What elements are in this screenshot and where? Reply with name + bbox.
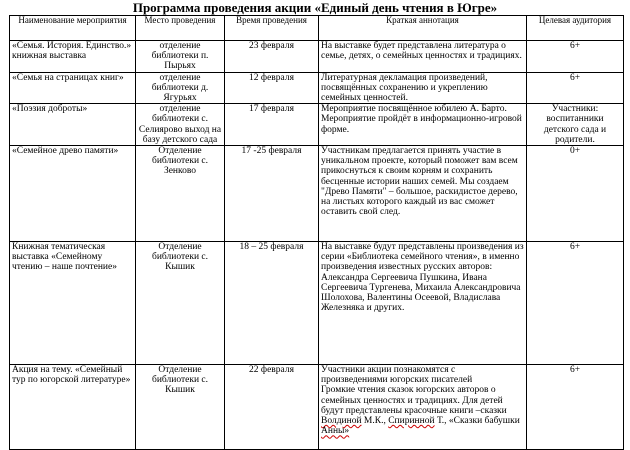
- event-audience: 6+: [527, 41, 624, 73]
- event-place: Отделение библиотеки с. Кышик: [136, 242, 225, 365]
- note-part: М.К.,: [363, 416, 386, 427]
- note-part: Т.,: [436, 416, 447, 427]
- event-place: отделение библиотеки п. Пырьях: [136, 41, 225, 73]
- event-name: Книжная тематическая выставка «Семейному чтению – наше почтение»: [10, 242, 136, 365]
- note-part: Участники акции познакомятся с произведениями югорских писателей: [321, 365, 473, 386]
- event-place: отделение библиотеки д. Ягурьях: [136, 72, 225, 104]
- table-row: [10, 365, 624, 450]
- table-row: [10, 242, 624, 365]
- event-place: Отделение библиотеки с. Зенково: [136, 146, 225, 242]
- author-name: Спиринной: [388, 416, 435, 427]
- event-date: 17 -25 февраля: [225, 146, 319, 242]
- event-note: Мероприятие посвящённое юбилею А. Барто. Мероприятие пройдёт в информационно-игровой форме.: [319, 104, 527, 146]
- event-note: На выставке будет представлена литература о семье, детях, о семейных ценностях и традициях.: [319, 41, 527, 73]
- event-name: «Семья на страницах книг»: [10, 72, 136, 104]
- event-date: 12 февраля: [225, 72, 319, 104]
- event-name: Акция на тему. «Семейный тур по югорской литературе»: [10, 365, 136, 450]
- event-date: 22 февраля: [225, 365, 319, 450]
- event-note: Участникам предлагается принять участие в уникальном проекте, который поможет вам всем прикоснуться к своим корням и сохранить бесценные истории наших семей. Мы создаем "Древо Памяти" – большое, раскидистое дерево, на листьях которого каждый из вас сможет оставить свой след.: [319, 146, 527, 242]
- header-name: Наименование мероприятия: [10, 16, 136, 41]
- event-name: «Поэзия доброты»: [10, 104, 136, 146]
- event-audience: 0+: [527, 146, 624, 242]
- table-row: [10, 146, 624, 242]
- event-date: 18 – 25 февраля: [225, 242, 319, 365]
- event-note: На выставке будут представлены произведения из серии «Библиотека семейного чтения», в именно произведения известных русских авторов: Александра Сергеевича Пушкина, Ивана Сергеевича Тургенева, Михаила Александровича Шолохова, Валентины Осеевой, Владислава Железняка и других.: [319, 242, 527, 365]
- author-name: Анны»: [321, 426, 350, 437]
- event-audience: Участники: воспитанники детского сада и родители.: [527, 104, 624, 146]
- event-name: «Семейное древо памяти»: [10, 146, 136, 242]
- note-part: Громкие чтения сказок югорских авторов о семейных ценностях и традициях. Для детей будут представлены красочные книги –сказки: [321, 385, 507, 416]
- event-note: [319, 365, 527, 450]
- event-audience: 6+: [527, 242, 624, 365]
- table-row: [10, 41, 624, 73]
- event-date: 23 февраля: [225, 41, 319, 73]
- event-note: Литературная декламация произведений, посвящённых сохранению и укреплению семейных ценностей.: [319, 72, 527, 104]
- header-date: Время проведения: [225, 16, 319, 41]
- event-date: 17 февраля: [225, 104, 319, 146]
- event-place: отделение библиотеки с. Селиярово выход на базу детского сада: [136, 104, 225, 146]
- event-audience: 6+: [527, 365, 624, 450]
- table-row: [10, 72, 624, 104]
- header-audience: Целевая аудитория: [527, 16, 624, 41]
- event-place: Отделение библиотеки с. Кышик: [136, 365, 225, 450]
- event-name: «Семья. История. Единство.» книжная выставка: [10, 41, 136, 73]
- header-place: Место проведения: [136, 16, 225, 41]
- program-table: [9, 15, 624, 450]
- table-header-row: [10, 16, 624, 41]
- page-title: Программа проведения акции «Единый день чтения в Югре»: [132, 0, 498, 15]
- author-name: Волдиной: [321, 416, 362, 427]
- header-note: Краткая аннотация: [319, 16, 527, 41]
- event-audience: 6+: [527, 72, 624, 104]
- table-row: [10, 104, 624, 146]
- note-part: «Сказки бабушки: [448, 416, 520, 427]
